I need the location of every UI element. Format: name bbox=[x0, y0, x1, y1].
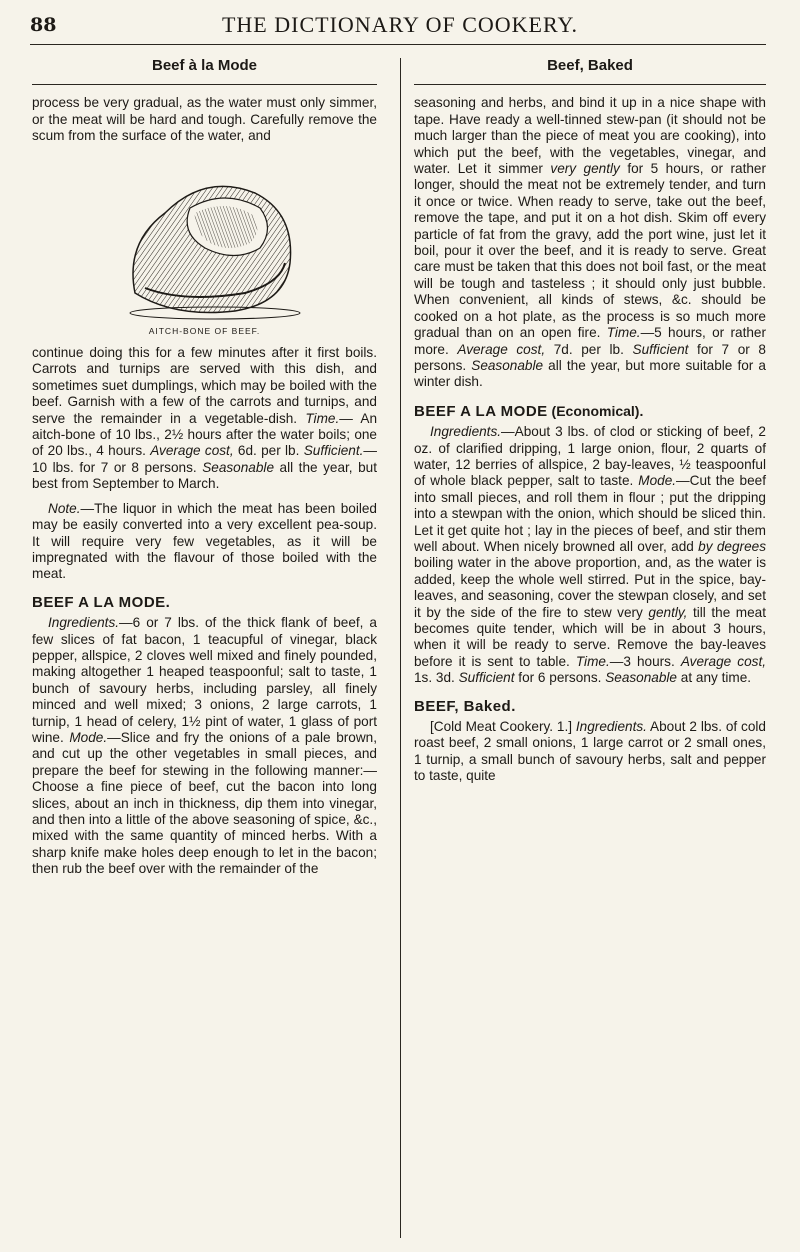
left-column bbox=[32, 58, 377, 886]
column-divider bbox=[400, 58, 401, 1238]
left-paragraph-2: continue doing this for a few minutes after it first boils. Carrots and turnips are served with this dish, and sometimes suet dumplings, which may be boiled with the beef. Garnish with a few of the carrots and turnips, and serve the remainder in a vegetable-dish. Time.— An aitch-bone of 10 lbs., 2½ hours after the water boils; one of 20 lbs., 4 hours. Average cost, 6d. per lb. Sufficient.— 10 lbs. for 7 or 8 persons. Seasonable all the year, but best from September to March. bbox=[32, 345, 378, 492]
right-column-heading-rule bbox=[414, 84, 766, 85]
note-paragraph: Note.—The liquor in which the meat has been boiled may be easily converted into a very excellent pea-soup. It will require very few vegetables, as it will be impregnated with the flavour of those boiled with the meat. bbox=[32, 500, 377, 582]
figure-caption: AITCH-BONE OF BEEF. bbox=[148, 325, 261, 336]
right-column-heading: Beef, Baked bbox=[547, 57, 633, 74]
right-column bbox=[414, 58, 766, 793]
page-header bbox=[30, 8, 770, 48]
beef-baked-paragraph: [Cold Meat Cookery. 1.] Ingredients. About 2 lbs. of cold roast beef, 2 small onions, 1 large carrot or 2 small ones, 1 turnip, a small bunch of savoury herbs, salt and pepper to taste, quite bbox=[414, 719, 766, 784]
aitch-bone-illustration bbox=[95, 153, 315, 323]
section-heading-economical: BEEF A LA MODE (Economical). bbox=[414, 402, 644, 420]
page-number: 88 bbox=[30, 14, 57, 36]
left-column-heading: Beef à la Mode bbox=[151, 57, 258, 74]
ingredients-paragraph: Ingredients.—6 or 7 lbs. of the thick flank of beef, a few slices of fat bacon, 1 teacupful of vinegar, black pepper, allspice, 2 cloves well mixed and finely pounded, making altogether 1 heaped teaspoonful; salt to taste, 1 bunch of savoury herbs, including parsley, all finely minced and well mixed; 3 onions, 2 large carrots, 1 turnip, 1 head of celery, 1½ pint of water, 1 glass of port wine. Mode.—Slice and fry the onions of a pale brown, and cut up the other vegetables in small pieces, and prepare the beef for stewing in the following manner:—Choose a fine piece of beef, cut the bacon into long slices, about an inch in thickness, dip them into vinegar, and then into a little of the above seasoning of spice, &c., mixed with the same quantity of minced herbs. With a sharp knife make holes deep enough to let in the bacon; then rub the beef over with the remainder of the bbox=[32, 615, 377, 877]
section-heading-beef-baked: BEEF, Baked. bbox=[414, 697, 516, 715]
header-rule bbox=[30, 44, 766, 45]
running-title: THE DICTIONARY OF COOKERY. bbox=[221, 12, 579, 37]
economical-ingredients-paragraph: Ingredients.—About 3 lbs. of clod or sticking of beef, 2 oz. of clarified dripping, 1 large onion, flour, 2 quarts of water, 12 berries of allspice, 2 bay-leaves, ½ teaspoonful of whole black pepper, salt to taste. Mode.—Cut the beef into small pieces, and roll them in flour ; put the dripping into a stewpan with the onion, which should be sliced thin. Let it get quite hot ; lay in the pieces of beef, and stir them well about. When nicely browned all over, add by degrees boiling water in the above proportion, and, as the water is added, keep the whole well stirred. Put in the spice, bay-leaves, and seasoning, cover the stewpan closely, and set it by the side of the fire to stew very gently, till the meat becomes quite tender, which will be in about 3 hours, when it will be ready to serve. Remove the bay-leaves before it is sent to table. Time.—3 hours. Average cost, 1s. 3d. Sufficient for 6 persons. Seasonable at any time. bbox=[414, 424, 767, 686]
section-heading-beef-a-la-mode: BEEF A LA MODE. bbox=[32, 593, 171, 611]
right-paragraph-1: seasoning and herbs, and bind it up in a nice shape with tape. Have ready a well-tinned stew-pan (it should not be much larger than the piece of meat you are cooking), into which put the beef, with the vegetables, vinegar, and water. Let it simmer very gently for 5 hours, or rather longer, should the meat not be extremely tender, and turn it once or twice. When ready to serve, take out the beef, remove the tape, and put it on a hot dish. Skim off every particle of fat from the gravy, add the port wine, just let it boil, pour it over the beef, and it is ready to serve. Great care must be taken that this does not boil fast, or the meat will be tough and tasteless ; it should only just bubble. When convenient, all kinds of stews, &c. should be cooked on a hot plate, as the process is so much more gradual than on an open fire. Time.—5 hours, or rather more. Average cost, 7d. per lb. Sufficient for 7 or 8 persons. Seasonable all the year, but more suitable for a winter dish. bbox=[414, 95, 767, 390]
left-column-heading-rule bbox=[32, 84, 377, 85]
left-paragraph-1: process be very gradual, as the water must only simmer, or the meat will be hard and tough. Carefully remove the scum from the surface of the water, and bbox=[32, 95, 377, 144]
